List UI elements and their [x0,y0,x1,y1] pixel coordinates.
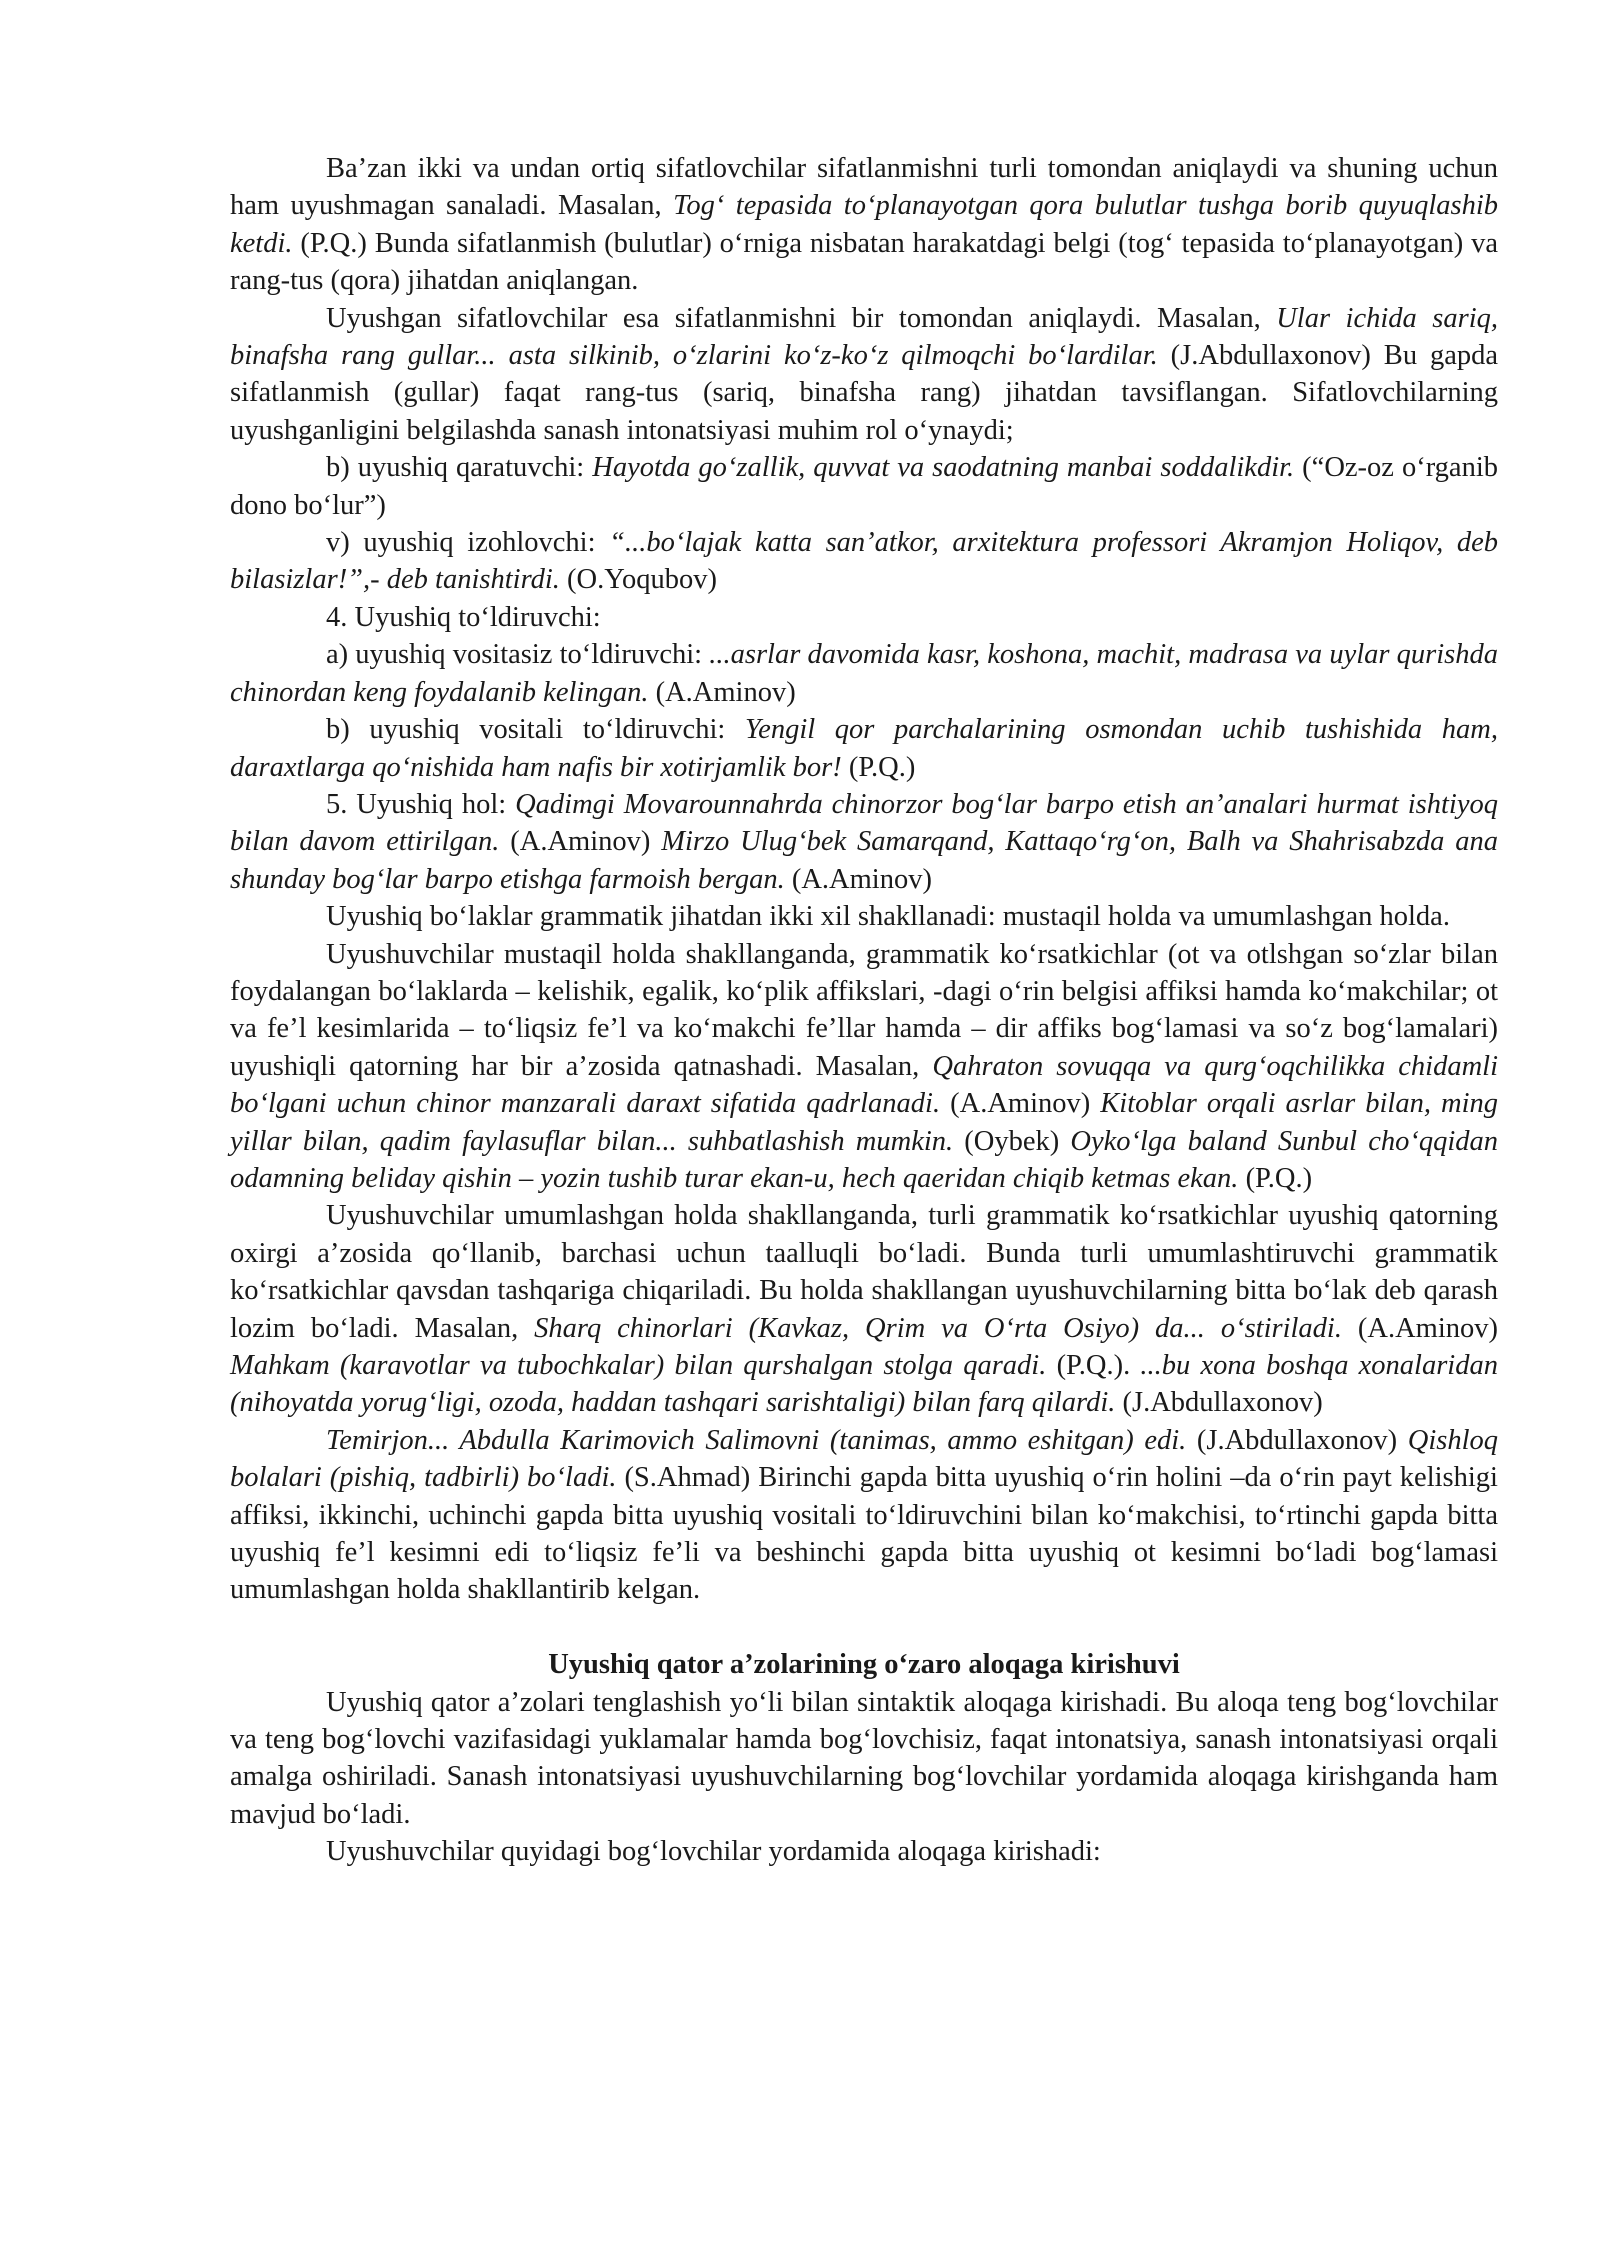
paragraph-text: (Oybek) [953,1125,1071,1157]
body-text [230,150,1498,1609]
paragraph-text: Uyushiq bo‘laklar grammatik jihatdan ikki xil shakllanadi: mustaqil holda va umumlashgan holda. [326,901,1450,933]
italic-example-text: Yengil qor parchalarining osmondan uchib tushishida ham, daraxtlarga qo‘nishida ham nafis bir xotirjamlik bor! [230,714,1498,783]
paragraph [230,449,1498,524]
paragraph-text: (J.Abdullaxonov) Bu gapda sifatlanmish (gullar) faqat rang-tus (sariq, binafsha rang) jihatdan tavsiflangan. Sifatlovchilarning uyushganligini belgilashda sanash intonatsiyasi muhim rol o‘ynaydi; [230,340,1498,446]
italic-example-text: ...bu xona boshqa xonalaridan (nihoyatda yorug‘ligi, ozoda, haddan tashqari sarishtaligi) bilan farq qilardi. [230,1350,1498,1419]
italic-example-text: Qishloq bolalari (pishiq, tadbirli) bo‘ladi. [230,1424,1499,1494]
italic-example-text: Kitoblar orqali asrlar bilan, ming yillar bilan, qadim faylasuflar bilan... suhbatlashish mumkin. [230,1088,1498,1157]
paragraph-text: (P.Q.) [1238,1162,1313,1194]
paragraph-text: a) uyushiq vositasiz to‘ldiruvchi: [326,639,710,671]
italic-example-text: Mirzo Ulug‘bek Samarqand, Kattaqo‘rg‘on, Balh va Shahrisabzda ana shunday bog‘lar barpo etishga farmoish bergan. [230,826,1499,895]
paragraph [230,599,1498,636]
italic-example-text: Qadimgi Movarounnahrda chinorzor bog‘lar barpo etish an’analari hurmat ishtiyoq bilan davom ettirilgan. [230,788,1498,858]
paragraph-text: (P.Q.) Bunda sifatlanmish (bulutlar) o‘rniga nisbatan harakatdagi belgi (tog‘ tepasida to‘planayotgan) va rang-tus (qora) jihatdan aniqlangan. [230,227,1498,297]
paragraph-text: (A.Aminov) [1341,1312,1498,1344]
paragraph-text: v) uyushiq izohlovchi: [326,527,610,559]
italic-example-text: Qahraton sovuqqa va qurg‘oqchilikka chidamli bo‘lgani uchun chinor manzarali daraxt sifatida qadrlanadi. [230,1050,1499,1120]
italic-example-text: Sharq chinorlari (Kavkaz, Qrim va O‘rta Osiyo) da... o‘stiriladi. [534,1312,1342,1344]
italic-example-text: Ular ichida sariq, binafsha rang gullar... asta silkinib, o‘zlarini ko‘z-ko‘z qilmoqchi bo‘lardilar. [230,302,1498,372]
paragraph-text: Uyushuvchilar mustaqil holda shakllanganda, grammatik ko‘rsatkichlar (ot va otlshgan so‘zlar bilan foydalangan bo‘laklarda – kelishik, egalik, ko‘plik affikslari, -dagi o‘rin belgisi affiksi hamda ko‘makchilar; ot va fe’l kesimlarida – to‘liqsiz fe’l va ko‘makchi fe’llar hamda – dir affiks bog‘lamasi va so‘z bog‘lamalari) uyushiqli qatorning har bir a’zosida qatnashadi. Masalan, [230,938,1498,1082]
paragraph-text: (A.Aminov) [499,826,662,858]
italic-example-text: “...bo‘lajak katta san’atkor, arxitektura professori Akramjon Holiqov, deb bilasizlar!”,- deb tanishtirdi. [230,527,1498,596]
paragraph-text: (A.Aminov) [784,863,932,895]
paragraph-text: Uyushiq qator a’zolari tenglashish yo‘li bilan sintaktik aloqaga kirishadi. Bu aloqa teng bog‘lovchilar va teng bog‘lovchi vazifasidagi yuklamalar hamda bog‘lovchisiz, faqat intonatsiya, sanash intonatsiyasi orqali amalga oshiriladi. Sanash intonatsiyasi uyushuvchilarning bog‘lovchilar yordamida aloqaga kirishganda ham mavjud bo‘ladi. [230,1686,1498,1830]
section-paragraph [230,1684,1498,1834]
paragraph [230,1422,1498,1609]
italic-example-text: Oyko‘lga baland Sunbul cho‘qqidan odamning beliday qishin – yozin tushib turar ekan-u, hech qaeridan chiqib ketmas ekan. [230,1125,1499,1194]
paragraph-text: b) uyushiq qaratuvchi: [326,452,593,484]
paragraph-text: (P.Q.). [1046,1350,1141,1381]
paragraph-text: Ba’zan ikki va undan ortiq sifatlovchilar sifatlanmishni turli tomondan aniqlaydi va shuning uchun ham uyushmagan sanaladi. Masalan, [230,153,1498,222]
italic-example-text: Mahkam (karavotlar va tubochkalar) bilan qurshalgan stolga qaradi. [230,1350,1047,1381]
paragraph-text: (S.Ahmad) Birinchi gapda bitta uyushiq o‘rin holini –da o‘rin payt kelishigi affiksi, ikkinchi, uchinchi gapda bitta uyushiq vositali to‘ldiruvchini bilan ko‘makchisi, to‘rtinchi gapda bitta uyushiq fe’l kesimni edi to‘liqsiz fe’li va beshinchi gapda bitta uyushiq ot kesimni bo‘ladi bog‘lamasi umumlashgan holda shakllantirib kelgan. [230,1462,1498,1606]
paragraph [230,711,1498,786]
section-body-text [230,1684,1498,1871]
paragraph [230,524,1498,599]
paragraph-text: Uyushgan sifatlovchilar esa sifatlanmishni bir tomondan aniqlaydi. Masalan, [326,302,1277,334]
paragraph-text: 4. Uyushiq to‘ldiruvchi: [326,601,601,633]
paragraph [230,936,1498,1198]
paragraph-text: (A.Aminov) [940,1088,1101,1120]
paragraph-text: (O.Yoqubov) [559,564,717,596]
italic-example-text: Temirjon... Abdulla Karimovich Salimovni (tanimas, ammo eshitgan) edi. [326,1424,1187,1456]
paragraph [230,786,1498,898]
paragraph-text: (A.Aminov) [648,676,796,708]
paragraph-text: Uyushuvchilar umumlashgan holda shakllanganda, turli grammatik ko‘rsatkichlar uyushiq qatorning oxirgi a’zosida qo‘llanib, barchasi uchun taalluqli bo‘ladi. Bunda turli umumlashtiruvchi grammatik ko‘rsatkichlar qavsdan tashqariga chiqariladi. Bu holda shakllangan uyushuvchilarning bitta bo‘lak deb qarash lozim bo‘ladi. Masalan, [230,1200,1498,1344]
section-heading: Uyushiq qator a’zolarining o‘zaro aloqaga kirishuvi [548,1649,1180,1681]
paragraph-text: Uyushuvchilar quyidagi bog‘lovchilar yordamida aloqaga kirishadi: [326,1836,1101,1868]
italic-example-text: Tog‘ tepasida to‘planayotgan qora bulutlar tushga borib quyuqlashib ketdi. [230,190,1498,259]
paragraph [230,1197,1498,1421]
paragraph [230,898,1498,935]
paragraph [230,300,1498,450]
paragraph [230,636,1498,711]
italic-example-text: ...asrlar davomida kasr, koshona, machit, madrasa va uylar qurishda chinordan keng foydalanib kelingan. [230,639,1499,708]
paragraph-text: (P.Q.) [841,751,916,783]
document-page [230,150,1498,1871]
paragraph-text: (J.Abdullaxonov) [1115,1387,1323,1419]
paragraph [230,150,1498,300]
paragraph-text: 5. Uyushiq hol: [326,788,516,820]
paragraph-text: (“Oz-oz o‘rganib dono bo‘lur”) [230,452,1498,521]
paragraph-text: b) uyushiq vositali to‘ldiruvchi: [326,714,745,746]
italic-example-text: Hayotda go‘zallik, quvvat va saodatning manbai soddalikdir. [592,452,1295,484]
paragraph-text: (J.Abdullaxonov) [1186,1424,1408,1456]
section-paragraph [230,1833,1498,1870]
